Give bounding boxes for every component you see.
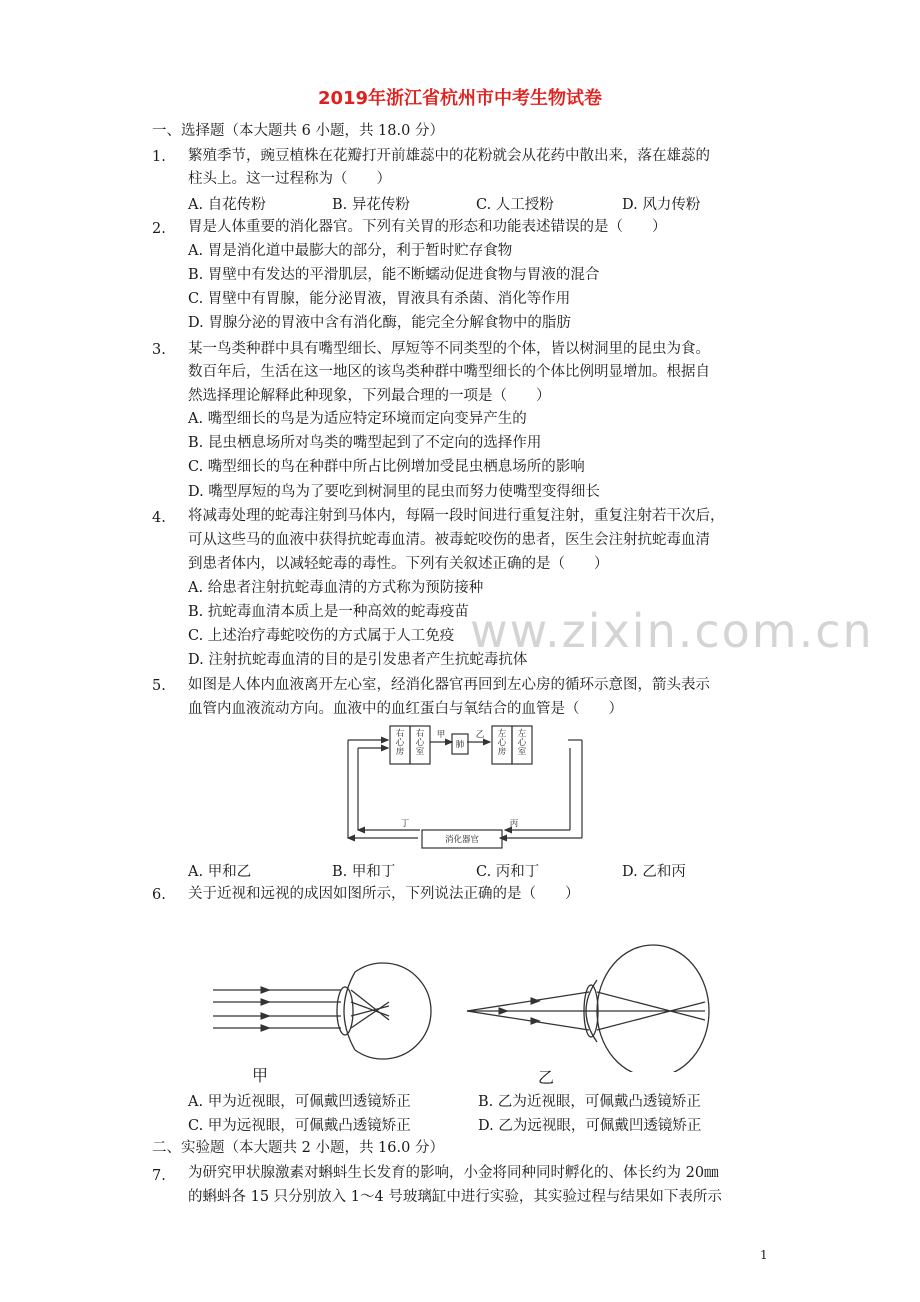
option-c: C. 上述治疗毒蛇咬伤的方式属于人工免疫 [188,628,455,644]
left-ventricle-label: 左心室 [517,729,527,757]
watermark: ww.zixin.com.cn [470,604,874,658]
vessel-bing-label: 丙 [509,819,519,829]
question-number: 4. [152,510,166,526]
vessel-yi-label: 乙 [475,730,485,740]
question-text: 可从这些马的血液中获得抗蛇毒血清。被毒蛇咬伤的患者，医生会注射抗蛇毒血清 [188,532,710,548]
question-number: 3. [152,342,166,358]
option-b: B. 胃壁中有发达的平滑肌层，能不断蠕动促进食物与胃液的混合 [188,267,600,283]
option-a: A. 胃是消化道中最膨大的部分，利于暂时贮存食物 [188,243,513,259]
options-row [188,1114,748,1134]
eye-left [213,963,431,1059]
option-d: D. 注射抗蛇毒血清的目的是引发患者产生抗蛇毒抗体 [188,652,528,668]
option-d: D. 胃腺分泌的胃液中含有消化酶，能完全分解食物中的脂肪 [188,315,571,331]
option-d: D. 乙和丙 [622,864,686,880]
option-a: A. 给患者注射抗蛇毒血清的方式称为预防接种 [188,580,484,596]
right-ventricle-label: 右心室 [415,729,425,757]
lung-label: 肺 [455,740,465,750]
section-heading-experiment: 二、实验题（本大题共 2 小题，共 16.0 分） [152,1140,444,1156]
page-title: 2019年浙江省杭州市中考生物试卷 [317,88,603,109]
eye-diagrams [205,932,725,1072]
option-c: C. 甲为远视眼，可佩戴凸透镜矫正 [188,1118,411,1134]
question-text: 数百年后，生活在这一地区的该鸟类种群中嘴型细长的个体比例明显增加。根据自 [188,364,710,380]
question-number: 7. [152,1168,166,1184]
option-a: A. 甲为近视眼，可佩戴凹透镜矫正 [188,1094,411,1110]
option-a: A. 嘴型细长的鸟是为适应特定环境而定向变异产生的 [188,411,527,427]
question-text: 然选择理论解释此种现象，下列最合理的一项是（ ） [188,388,551,404]
question-text: 如图是人体内血液离开左心室，经消化器官再回到左心房的循环示意图，箭头表示 [188,677,710,693]
page-number: 1 [760,1248,768,1262]
option-b: B. 异花传粉 [332,197,410,213]
option-b: B. 甲和丁 [332,864,396,880]
vessel-jia-label: 甲 [436,730,446,740]
question-number: 6. [152,887,166,903]
option-c: C. 丙和丁 [476,864,540,880]
option-d: D. 嘴型厚短的鸟为了要吃到树洞里的昆虫而努力使嘴型变得细长 [188,484,600,500]
options-row [188,1090,748,1110]
option-c: C. 人工授粉 [476,197,554,213]
question-number: 5. [152,678,166,694]
question-number: 2. [152,221,166,237]
options-row [188,860,748,880]
circulation-diagram [330,718,600,858]
question-text: 的蝌蚪各 15 只分别放入 1～4 号玻璃缸中进行实验，其实验过程与结果如下表所示 [188,1189,722,1205]
question-text: 关于近视和远视的成因如图所示，下列说法正确的是（ ） [188,886,580,902]
option-d: D. 风力传粉 [622,197,701,213]
question-text: 胃是人体重要的消化器官。下列有关胃的形态和功能表述错误的是（ ） [188,219,667,235]
question-text: 某一鸟类种群中具有嘴型细长、厚短等不同类型的个体，皆以树洞里的昆虫为食。 [188,341,710,357]
option-c: C. 嘴型细长的鸟在种群中所占比例增加受昆虫栖息场所的影响 [188,459,585,475]
option-a: A. 甲和乙 [188,864,252,880]
option-b: B. 昆虫栖息场所对鸟类的嘴型起到了不定向的选择作用 [188,435,542,451]
right-atrium-label: 右心房 [395,729,405,757]
question-text: 将减毒处理的蛇毒注射到马体内，每隔一段时间进行重复注射，重复注射若干次后， [188,508,725,524]
left-atrium-label: 左心房 [497,729,507,757]
question-text: 柱头上。这一过程称为（ ） [188,171,391,187]
figure-label-left: 甲 [252,1066,269,1085]
question-text: 到患者体内，以减轻蛇毒的毒性。下列有关叙述正确的是（ ） [188,556,609,572]
digestive-organ-label: 消化器官 [444,835,480,845]
options-row [188,193,748,213]
question-text: 为研究甲状腺激素对蝌蚪生长发育的影响，小金将同种同时孵化的、体长约为 20㎜ [188,1165,719,1181]
eye-right [467,945,709,1072]
question-text: 血管内血液流动方向。血液中的血红蛋白与氧结合的血管是（ ） [188,701,623,717]
figure-label-right: 乙 [538,1068,555,1087]
question-number: 1. [152,149,166,165]
option-b: B. 抗蛇毒血清本质上是一种高效的蛇毒疫苗 [188,604,469,620]
section-heading-choice: 一、选择题（本大题共 6 小题，共 18.0 分） [152,123,444,139]
vessel-ding-label: 丁 [400,819,410,829]
question-text: 繁殖季节，豌豆植株在花瓣打开前雄蕊中的花粉就会从花药中散出来，落在雄蕊的 [188,148,710,164]
option-a: A. 自花传粉 [188,197,266,213]
option-b: B. 乙为近视眼，可佩戴凸透镜矫正 [478,1094,701,1110]
option-c: C. 胃壁中有胃腺，能分泌胃液，胃液具有杀菌、消化等作用 [188,291,571,307]
option-d: D. 乙为远视眼，可佩戴凹透镜矫正 [478,1118,702,1134]
